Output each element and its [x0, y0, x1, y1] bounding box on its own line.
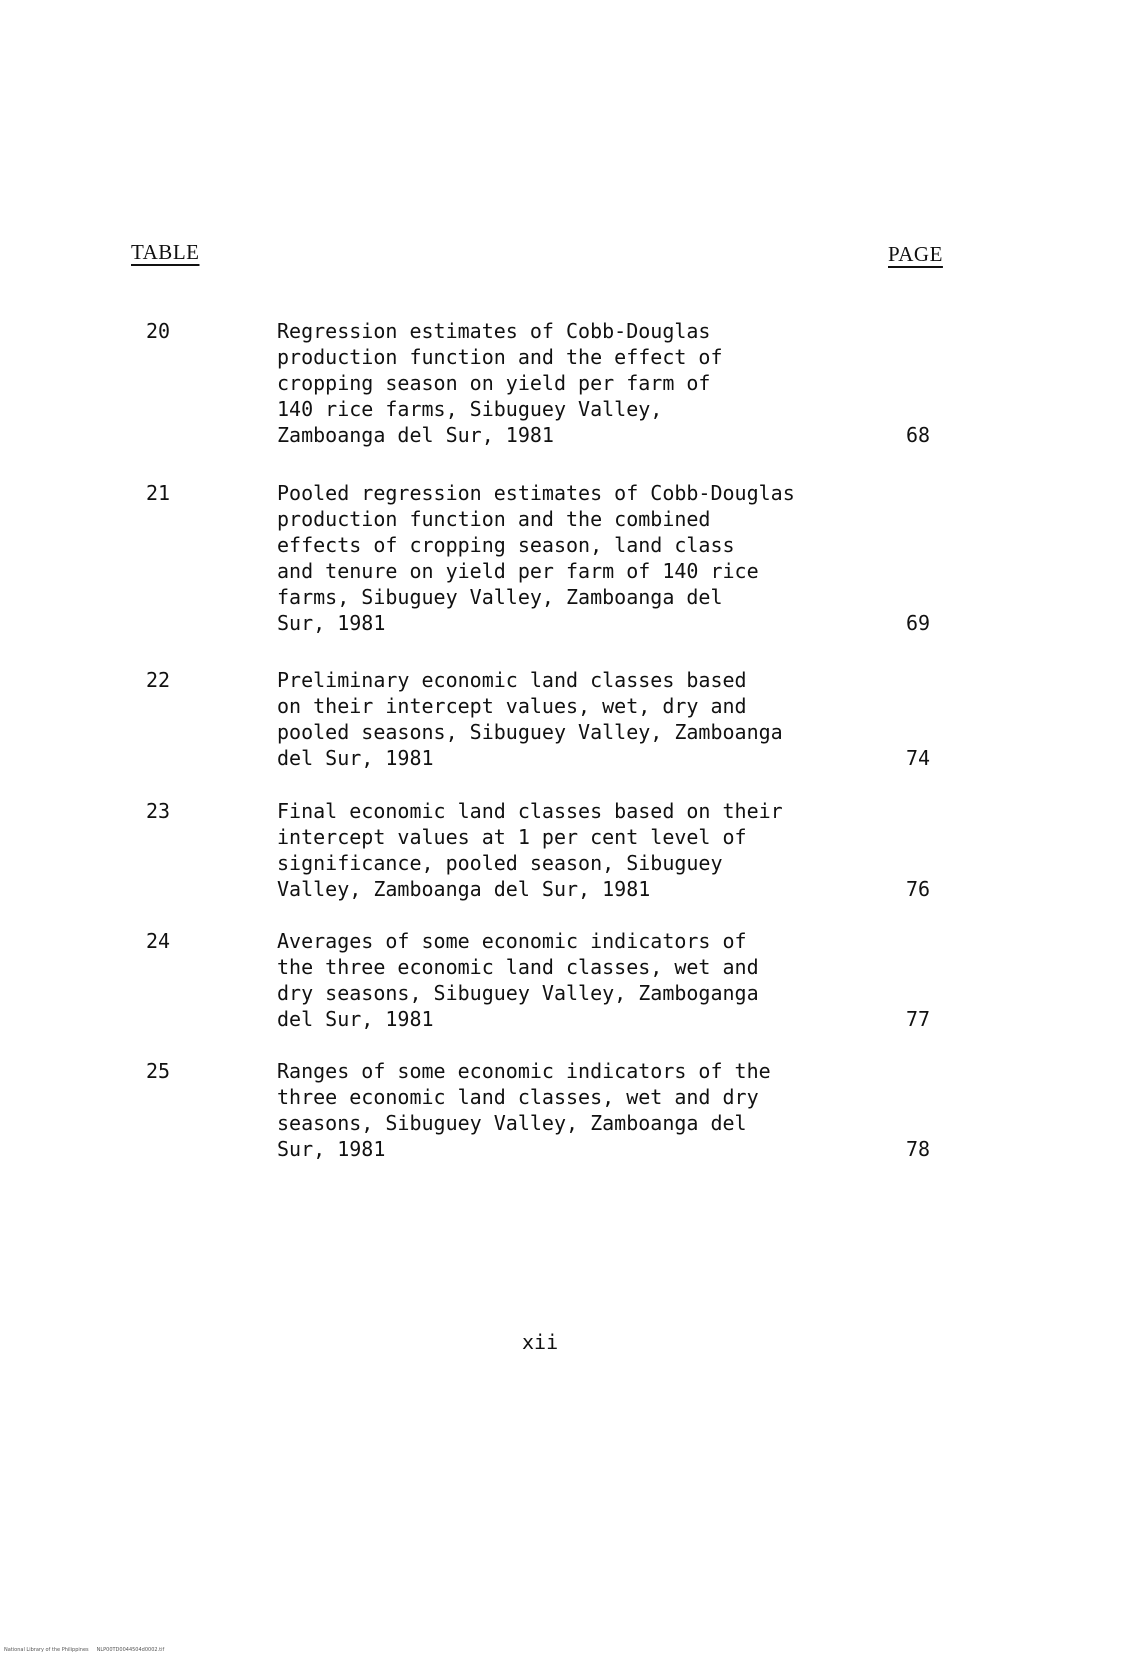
- page-number: 78: [906, 1137, 931, 1161]
- page-number: 74: [906, 746, 931, 770]
- table-number: 23: [146, 799, 171, 823]
- page-number: 76: [906, 877, 931, 901]
- table-title: Final economic land classes based on their intercept values at 1 per cent level of significance, pooled season, Sibuguey Valley, Zamboanga del Sur, 1981: [277, 799, 783, 901]
- table-number: 21: [146, 481, 171, 505]
- table-title: Ranges of some economic indicators of the three economic land classes, wet and dry seasons, Sibuguey Valley, Zamboanga del Sur, 1981: [277, 1059, 771, 1161]
- page-number: 77: [906, 1007, 931, 1031]
- table-column-header: TABLE: [131, 240, 200, 264]
- table-title: Preliminary economic land classes based on their intercept values, wet, dry and pooled seasons, Sibuguey Valley, Zamboanga del Sur, 1981: [277, 668, 783, 770]
- table-number: 22: [146, 668, 171, 692]
- library-name: National Library of the Philippines: [4, 1647, 89, 1653]
- roman-page-number: xii: [522, 1330, 559, 1354]
- page-column-header: PAGE: [888, 242, 943, 266]
- table-title: Pooled regression estimates of Cobb-Douglas production function and the combined effects of cropping season, land class and tenure on yield per farm of 140 rice farms, Sibuguey Valley, Zamboanga del Sur, 1981: [277, 481, 795, 635]
- scan-code: NLP00TD0044504d0002.tif: [96, 1647, 165, 1653]
- table-title: Averages of some economic indicators of the three economic land classes, wet and dry seasons, Sibuguey Valley, Zamboganga del Sur, 1981: [277, 929, 759, 1031]
- page-number: 69: [906, 611, 931, 635]
- table-number: 24: [146, 929, 171, 953]
- table-title: Regression estimates of Cobb-Douglas production function and the effect of cropping season on yield per farm of 140 rice farms, Sibuguey Valley, Zamboanga del Sur, 1981: [277, 319, 723, 447]
- table-number: 25: [146, 1059, 171, 1083]
- page-number: 68: [906, 423, 931, 447]
- library-watermark: [4, 1647, 164, 1653]
- table-number: 20: [146, 319, 171, 343]
